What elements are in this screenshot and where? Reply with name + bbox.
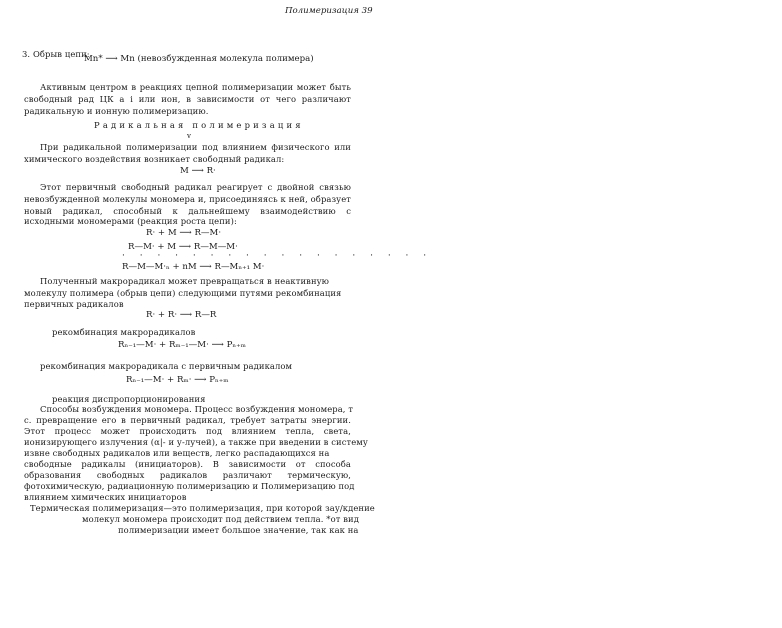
- paragraph-line: При радикальной полимеризации под влиянием физического или: [40, 142, 351, 152]
- initiation-equation: M ⟶ R·: [180, 166, 216, 176]
- paragraph-line: Способы возбуждения мономера. Процесс возбуждения мономера, т: [40, 404, 354, 414]
- paragraph-line: невозбужденной молекулы мономера и, присоединяясь к ней, образует: [24, 194, 351, 204]
- recombination-equation: Rₙ₋₁—M· + Rₘ₋₁—M· ⟶ Pₙ₊ₘ: [118, 340, 246, 350]
- paragraph-line: химического воздействия возникает свободный радикал:: [24, 154, 285, 164]
- section-heading: Радикальная полимеризация: [94, 120, 304, 130]
- paragraph-line: Полученный макрорадикал может превращаться в неактивную: [40, 276, 330, 286]
- reaction-label: рекомбинация макрорадикала с первичным радикалом: [40, 361, 293, 371]
- paragraph-line: первичных радикалов: [24, 299, 124, 309]
- paragraph-line: извне свободных радикалов или веществ, легко распадающихся на: [24, 448, 330, 458]
- paragraph-line: свободный рад ЦК а і или ион, в зависимости от чего различают: [24, 94, 351, 104]
- paragraph-line: Активным центром в реакциях цепной полимеризации может быть: [40, 82, 351, 92]
- paragraph-line: Этот процесс может происходить под влиянием тепла, света,: [24, 426, 351, 436]
- paragraph-line: молекул мономера происходит под действием тепла. *от вид: [82, 514, 359, 524]
- running-header: Полимеризация 39: [285, 6, 373, 16]
- paragraph-line: Этот первичный свободный радикал реагирует с двойной связью: [40, 182, 351, 192]
- paragraph-line: с. превращение его в первичный радикал, требует затраты энергии.: [24, 415, 351, 425]
- paragraph-line: ионизирующего излучения (α|- и у-лучей), а также при введении в систему: [24, 437, 368, 447]
- reaction-label: реакция диспропорционирования: [52, 394, 206, 404]
- paragraph-line: исходными мономерами (реакция роста цепи):: [24, 216, 237, 226]
- paragraph-line: влиянием химических инициаторов: [24, 492, 187, 502]
- termination-equation: Mn* ⟶ Mn (невозбужденная молекула полимера): [84, 54, 314, 64]
- paragraph-line: молекулу полимера (обрыв цепи) следующими путями рекомбинация: [24, 288, 342, 298]
- growth-equation: R· + M ⟶ R—M·: [146, 228, 222, 238]
- paragraph-line: свободные радикалы (инициаторов). В зависимости от способа: [24, 459, 351, 469]
- reaction-label: рекомбинация макрорадикалов: [52, 327, 196, 337]
- paragraph-line: полимеризации имеет большое значение, так как на: [118, 525, 359, 535]
- recombination-equation: R· + R· ⟶ R—R: [146, 310, 217, 320]
- paragraph-line: новый радикал, способный к дальнейшему взаимодействию с: [24, 206, 351, 216]
- paragraph-line: фотохимическую, радиационную полимеризацию и Полимеризацию под: [24, 481, 355, 491]
- continuation-dots: · · · · · · · · · · · · · · · · · ·: [122, 251, 433, 261]
- recombination-equation: Rₙ₋₁—M· + Rₘ· ⟶ Pₙ₊ₘ: [126, 375, 229, 385]
- paragraph-line: образования свободных радикалов различают термическую,: [24, 470, 351, 480]
- paragraph-line: Термическая полимеризация—это полимеризация, при которой зау/кдение: [30, 503, 375, 513]
- heading-mark: v: [187, 132, 192, 140]
- growth-equation: R—M—M·ₙ + nM ⟶ R—Mₙ₊₁ M·: [122, 262, 265, 272]
- paragraph-line: радикальную и ионную полимеризацию.: [24, 106, 209, 116]
- section-label: 3. Обрыв цепи:: [22, 49, 90, 59]
- growth-equation: R—M· + M ⟶ R—M—M·: [128, 242, 238, 252]
